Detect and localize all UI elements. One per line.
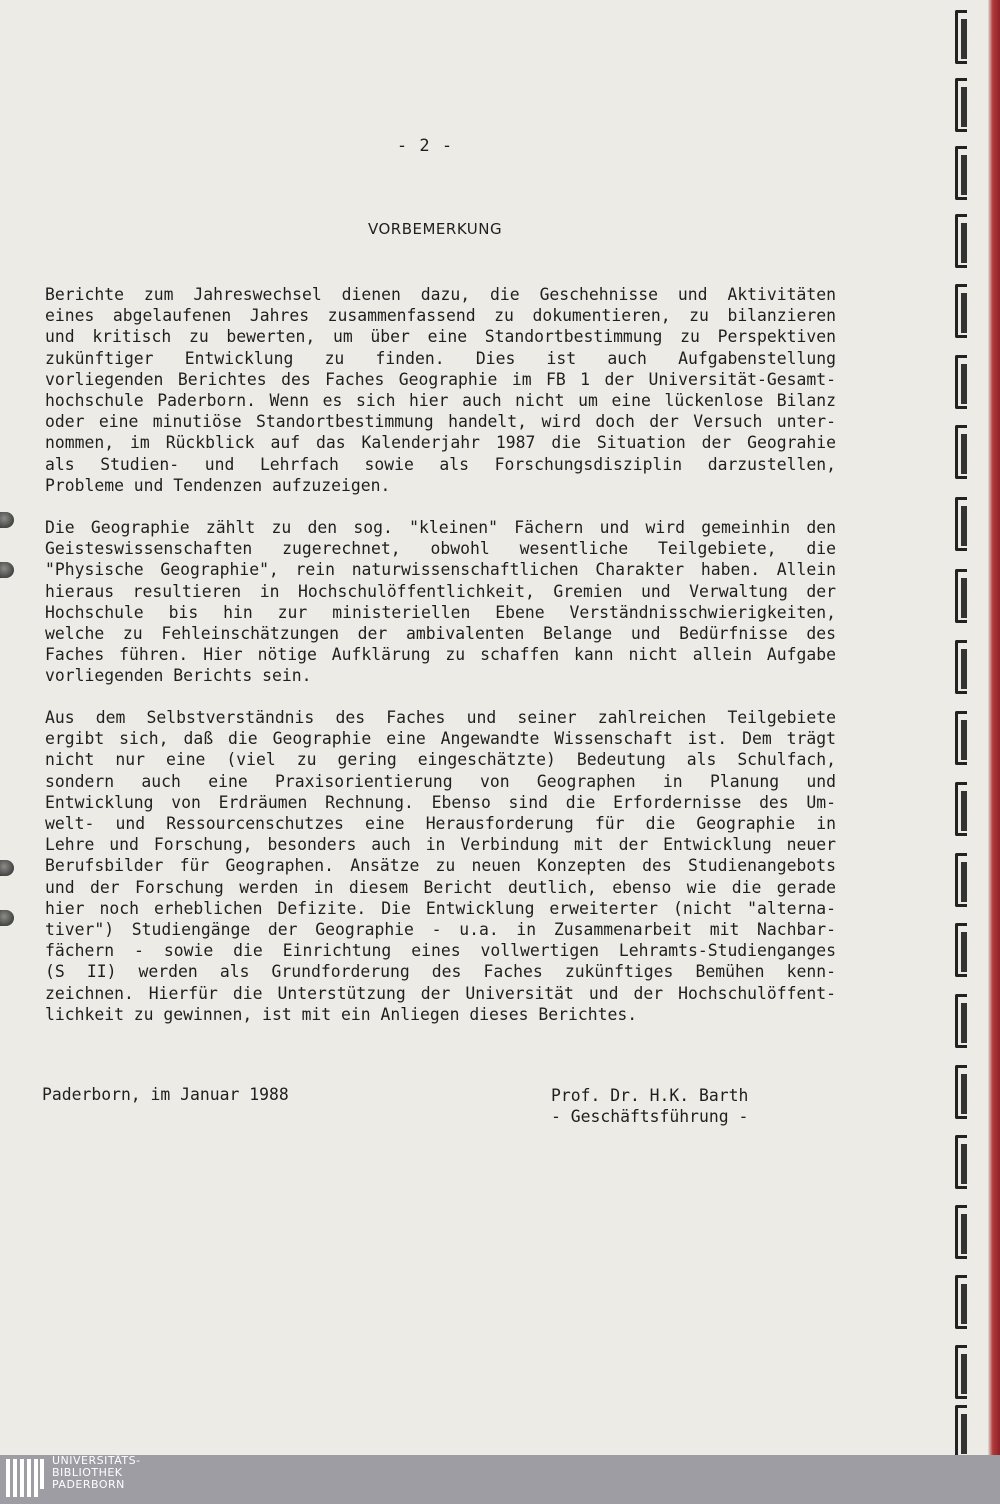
punch-hole bbox=[0, 512, 14, 528]
binding-ring bbox=[955, 425, 967, 479]
binding-ring bbox=[955, 146, 967, 200]
logo-line: UNIVERSITÄTS- bbox=[52, 1454, 141, 1467]
text-line: Entwicklung von Erdräumen Rechnung. Ebenso sind die Erfordernisse des Um- bbox=[45, 792, 836, 812]
binding-ring bbox=[955, 10, 967, 64]
page-heading: VORBEMERKUNG bbox=[368, 220, 503, 238]
paragraph-intro bbox=[45, 284, 836, 496]
text-line: "Physische Geographie", rein naturwissenschaftlichen Charakter haben. Allein bbox=[45, 560, 836, 580]
library-footer bbox=[0, 1455, 1000, 1504]
text-line: hier noch erheblichen Defizite. Die Entwicklung erweiterter (nicht "alterna- bbox=[45, 898, 836, 918]
text-line: zeichnen. Hierfür die Unterstützung der Universität und der Hochschulöffent- bbox=[45, 983, 836, 1003]
paragraph-applied bbox=[45, 707, 836, 1025]
text-line: Die Geographie zählt zu den sog. "kleinen" Fächern und wird gemeinhin den bbox=[45, 518, 836, 537]
paragraph-subject bbox=[45, 517, 836, 687]
text-line: welt- und Ressourcenschutzes eine Herausforderung für die Geographie in bbox=[45, 814, 836, 834]
binding-ring bbox=[955, 1065, 967, 1119]
text-line: und der Forschung werden in diesem Bericht deutlich, ebenso wie die gerade bbox=[45, 877, 836, 897]
binding-ring bbox=[955, 923, 967, 977]
text-line: Faches führen. Hier nötige Aufklärung zu schaffen kann nicht allein Aufgabe bbox=[45, 645, 836, 665]
binding-ring bbox=[955, 355, 967, 409]
text-line: als Studien- und Lehrfach sowie als Forschungsdisziplin darzustellen, bbox=[45, 454, 836, 474]
text-line: Probleme und Tendenzen aufzuzeigen. bbox=[45, 475, 391, 495]
spiral-binding bbox=[955, 0, 989, 1455]
cover-edge bbox=[988, 0, 1000, 1455]
text-line: nommen, im Rückblick auf das Kalenderjahr 1987 die Situation der Geograhie bbox=[45, 433, 836, 453]
text-line: ergibt sich, daß die Geographie eine Angewandte Wissenschaft ist. Dem trägt bbox=[45, 729, 836, 749]
binding-ring bbox=[955, 497, 967, 551]
text-line: hochschule Paderborn. Wenn es sich hier auch nicht um eine lückenlose Bilanz bbox=[45, 391, 836, 411]
binding-ring bbox=[955, 1345, 967, 1399]
text-line: hieraus resultieren in Hochschulöffentlichkeit, Gremien und Verwaltung der bbox=[45, 581, 836, 601]
binding-ring bbox=[955, 284, 967, 338]
text-line: zukünftiger Entwicklung zu finden. Dies ist auch Aufgabenstellung bbox=[45, 348, 836, 368]
punch-hole bbox=[0, 562, 14, 578]
binding-ring bbox=[955, 569, 967, 623]
binding-ring bbox=[955, 782, 967, 836]
binding-ring bbox=[955, 711, 967, 765]
text-line: lichkeit zu gewinnen, ist mit ein Anliegen dieses Berichtes. bbox=[45, 1004, 638, 1024]
text-line: tiver") Studiengänge der Geographie - u.a. in Zusammenarbeit mit Nachbar- bbox=[45, 920, 836, 940]
binding-ring bbox=[955, 640, 967, 694]
text-line: Berichte zum Jahreswechsel dienen dazu, die Geschehnisse und Aktivitäten bbox=[45, 285, 836, 304]
text-line: vorliegenden Berichtes des Faches Geographie im FB 1 der Universität-Gesamt- bbox=[45, 369, 836, 389]
binding-ring bbox=[955, 853, 967, 907]
binding-ring bbox=[955, 78, 967, 132]
logo-line: BIBLIOTHEK bbox=[52, 1466, 123, 1479]
page-number: - 2 - bbox=[396, 136, 454, 156]
text-line: oder eine minutiöse Standortbestimmung handelt, wird doch der Versuch unter- bbox=[45, 412, 836, 432]
text-line: und kritisch zu bewerten, um über eine Standortbestimmung zu Perspektiven bbox=[45, 327, 836, 347]
text-line: vorliegenden Berichts sein. bbox=[45, 666, 312, 686]
library-logo-text bbox=[52, 1455, 141, 1491]
library-logo-icon bbox=[6, 1459, 46, 1501]
binding-ring bbox=[955, 1275, 967, 1329]
binding-ring bbox=[955, 1405, 967, 1459]
logo-line: PADERBORN bbox=[52, 1478, 125, 1491]
binding-ring bbox=[955, 994, 967, 1048]
text-line: welche zu Fehleinschätzungen der ambivalenten Belange und Bedürfnisse des bbox=[45, 624, 836, 644]
text-line: Geisteswissenschaften zugerechnet, obwohl wesentliche Teilgebiete, die bbox=[45, 539, 836, 559]
text-line: Lehre und Forschung, besonders auch in Verbindung mit der Entwicklung neuer bbox=[45, 835, 836, 855]
text-line: fächern - sowie die Einrichtung eines vollwertigen Lehramts-Studienganges bbox=[45, 941, 836, 961]
binding-ring bbox=[955, 1205, 967, 1259]
place-date: Paderborn, im Januar 1988 bbox=[42, 1085, 289, 1104]
punch-hole bbox=[0, 860, 14, 876]
punch-hole bbox=[0, 910, 14, 926]
text-line: Berufsbilder für Geographen. Ansätze zu neuen Konzepten des Studienangebots bbox=[45, 856, 836, 876]
text-line: Aus dem Selbstverständnis des Faches und seiner zahlreichen Teilgebiete bbox=[45, 708, 836, 727]
text-line: sondern auch eine Praxisorientierung von Geographen in Planung und bbox=[45, 771, 836, 791]
text-line: eines abgelaufenen Jahres zusammenfassend zu dokumentieren, zu bilanzieren bbox=[45, 306, 836, 326]
text-line: (S II) werden als Grundforderung des Faches zukünftiges Bemühen kenn- bbox=[45, 962, 836, 982]
text-line: Hochschule bis hin zur ministeriellen Ebene Verständnisschwierigkeiten, bbox=[45, 602, 836, 622]
signatory-name: Prof. Dr. H.K. Barth bbox=[551, 1086, 749, 1105]
signatory-role: - Geschäftsführung - bbox=[551, 1107, 749, 1126]
text-line: nicht nur eine (viel zu gering eingeschätzte) Bedeutung als Schulfach, bbox=[45, 750, 836, 770]
binding-ring bbox=[955, 214, 967, 268]
binding-ring bbox=[955, 1135, 967, 1189]
signature-block bbox=[551, 1085, 748, 1127]
